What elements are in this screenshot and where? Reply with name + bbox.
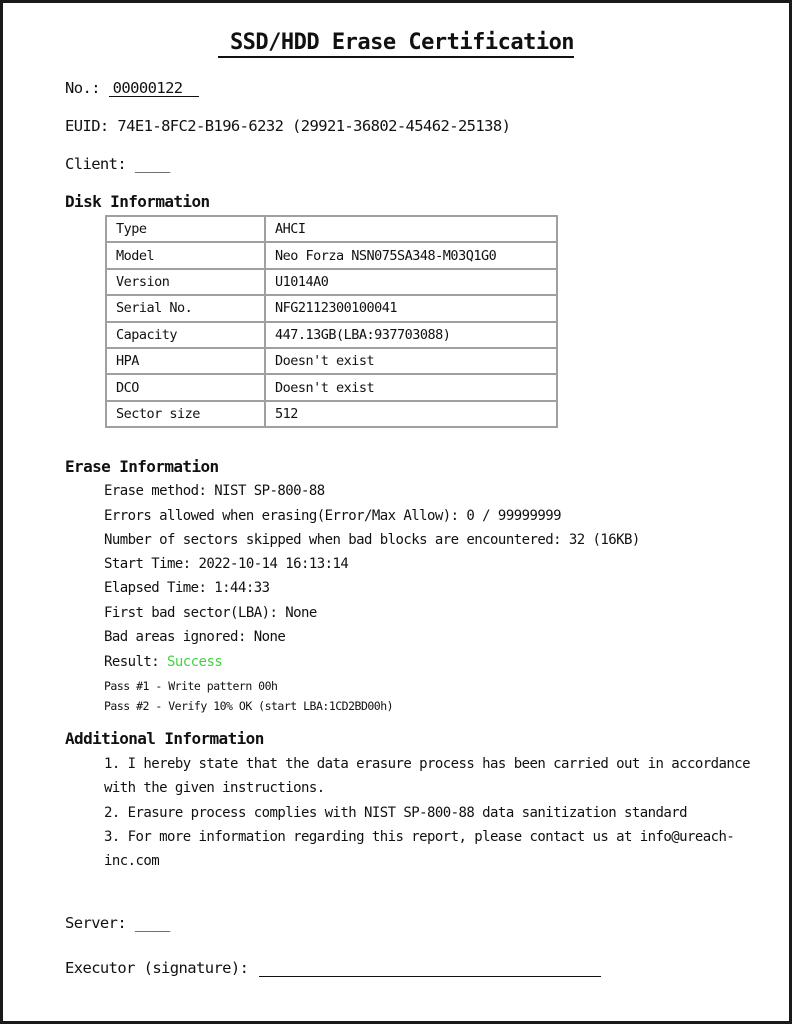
row-key: Model <box>106 242 265 268</box>
client-value: ____ <box>134 155 170 173</box>
first-bad-sector: First bad sector(LBA): None <box>104 605 317 621</box>
row-key: Sector size <box>106 401 265 427</box>
statement-2: 2. Erasure process complies with NIST SP-800-88 data sanitization standard <box>104 804 688 821</box>
errors-allowed: Errors allowed when erasing(Error/Max Allow): 0 / 99999999 <box>104 508 561 524</box>
row-value: Doesn't exist <box>265 348 557 374</box>
row-value: 447.13GB(LBA:937703088) <box>265 322 557 348</box>
table-row <box>106 242 557 268</box>
document-title <box>0 30 792 55</box>
euid-label: EUID: <box>65 117 109 135</box>
table-row <box>106 295 557 321</box>
result-status: Success <box>167 654 223 670</box>
row-value: 512 <box>265 401 557 427</box>
title-text: SSD/HDD Erase Certification <box>218 30 574 58</box>
table-row <box>106 374 557 400</box>
pass-2: Pass #2 - Verify 10% OK (start LBA:1CD2BD00h) <box>104 699 394 713</box>
erase-information-heading: Erase Information <box>65 457 219 476</box>
statement-1: 1. I hereby state that the data erasure process has been carried out in accordance with the given instructions. <box>104 756 751 797</box>
bad-areas-ignored: Bad areas ignored: None <box>104 629 286 645</box>
row-value: U1014A0 <box>265 269 557 295</box>
client-label: Client: <box>65 155 127 173</box>
table-row <box>106 216 557 242</box>
row-value: NFG2112300100041 <box>265 295 557 321</box>
executor-label: Executor (signature): <box>65 959 249 977</box>
additional-information-heading: Additional Information <box>65 729 264 748</box>
sectors-skipped: Number of sectors skipped when bad blocks are encountered: 32 (16KB) <box>104 532 640 548</box>
row-key: Capacity <box>106 322 265 348</box>
result-label: Result: <box>104 654 160 670</box>
row-value: AHCI <box>265 216 557 242</box>
row-key: Version <box>106 269 265 295</box>
row-value: Doesn't exist <box>265 374 557 400</box>
no-value: 00000122 <box>109 81 199 97</box>
signature-line <box>259 961 601 977</box>
table-row <box>106 322 557 348</box>
row-key: DCO <box>106 374 265 400</box>
executor-signature <box>65 959 601 977</box>
server-label: Server: <box>65 914 127 932</box>
certificate-number <box>65 79 199 97</box>
client <box>65 155 170 173</box>
server-value: ____ <box>134 914 170 932</box>
disk-information-table <box>105 215 558 428</box>
elapsed-time: Elapsed Time: 1:44:33 <box>104 580 270 596</box>
row-key: HPA <box>106 348 265 374</box>
euid <box>65 117 510 135</box>
additional-information-list <box>104 752 754 873</box>
erase-method: Erase method: NIST SP-800-88 <box>104 483 325 499</box>
disk-information-heading: Disk Information <box>65 192 210 211</box>
table-row <box>106 269 557 295</box>
row-key: Serial No. <box>106 295 265 321</box>
table-row <box>106 401 557 427</box>
no-label: No.: <box>65 79 100 97</box>
row-value: Neo Forza NSN075SA348-M03Q1G0 <box>265 242 557 268</box>
row-key: Type <box>106 216 265 242</box>
start-time: Start Time: 2022-10-14 16:13:14 <box>104 556 349 572</box>
euid-value: 74E1-8FC2-B196-6232 (29921-36802-45462-25138) <box>117 117 511 135</box>
result <box>104 654 222 670</box>
table-row <box>106 348 557 374</box>
statement-3: 3. For more information regarding this report, please contact us at info@ureach-inc.com <box>104 828 735 870</box>
server <box>65 914 170 932</box>
pass-1: Pass #1 - Write pattern 00h <box>104 679 278 693</box>
